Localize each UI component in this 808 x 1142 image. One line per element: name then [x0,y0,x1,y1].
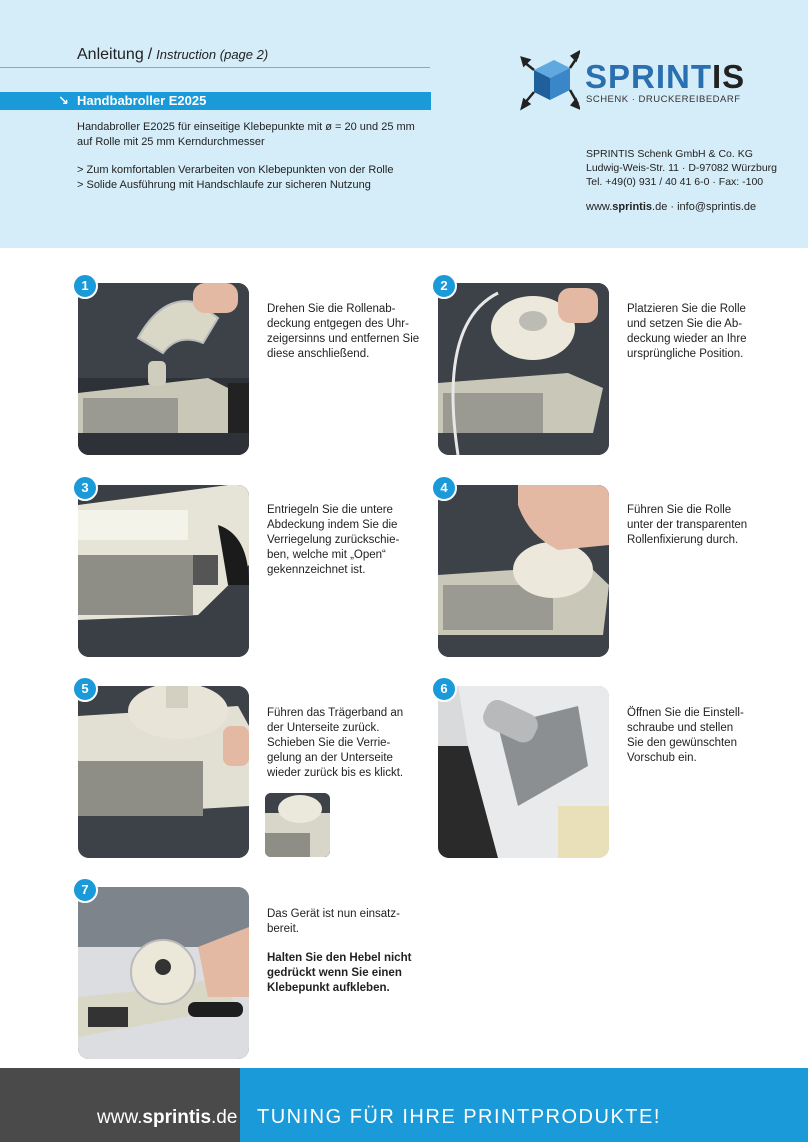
feature-bullet: > Zum komfortablen Verarbeiten von Klebepunkten von der Rolle [77,164,394,176]
company-web-email[interactable]: www.sprintis.de · info@sprintis.de [586,201,757,213]
footer-website-link[interactable]: www.sprintis.de [97,1107,238,1128]
product-description [77,120,427,193]
step-6-instruction: Öffnen Sie die Einstell- schraube und stellen Sie den gewünschten Vorschub ein. [627,707,744,764]
description-line: Handabroller E2025 für einseitige Klebepunkte mit ø = 20 und 25 mm [77,121,415,133]
arrow-down-right-icon: ↘ [58,93,69,108]
company-address [586,147,777,189]
company-street: Ludwig-Weis-Str. 11 · D-97082 Würzburg [586,162,778,174]
feature-bullet: > Solide Ausführung mit Handschlaufe zur sicheren Nutzung [77,179,371,191]
step-5-photo [78,686,249,858]
step-3-photo [78,485,249,657]
step-4-instruction: Führen Sie die Rolle unter der transparenten Rollenfixierung durch. [627,504,748,546]
product-name: Handbabroller E2025 [77,93,207,108]
step-2-photo [438,283,609,455]
document-title [77,46,268,64]
step-number-badge: 2 [431,273,457,299]
step-1-photo [78,283,249,455]
step-number-badge: 6 [431,676,457,702]
step-6-photo [438,686,609,858]
title-separator: / [147,46,153,63]
step-7-warning: Halten Sie den Hebel nicht gedrückt wenn Sie einen Klebepunkt aufkleben. [267,952,412,994]
step-7-photo [78,887,249,1059]
footer [0,1068,808,1142]
company-name: SPRINTIS Schenk GmbH & Co. KG [586,148,753,160]
sprintis-logo [520,48,770,118]
step-3-instruction: Entriegeln Sie die untere Abdeckung indem Sie die Verriegelung zurückschie- ben, welche mit „Open“ gekennzeichnet ist. [267,504,400,576]
step-number-badge: 1 [72,273,98,299]
step-number-badge: 7 [72,877,98,903]
product-title-bar [0,92,431,110]
step-number-badge: 5 [72,676,98,702]
doc-title-text: Anleitung [77,46,144,63]
footer-left-panel [0,1068,240,1142]
description-line: auf Rolle mit 25 mm Kerndurchmesser [77,136,265,148]
footer-right-panel [240,1068,808,1142]
step-number-badge: 4 [431,475,457,501]
doc-subtitle: Instruction (page 2) [156,47,269,62]
header-band [0,0,808,248]
step-5-instruction: Führen das Trägerband an der Unterseite zurück. Schieben Sie die Verrie- gelung an der Unterseite wieder zurück bis es klickt. [267,707,404,779]
cube-logo-icon [520,48,580,118]
logo-tagline: SCHENK · DRUCKEREIBEDARF [586,94,741,105]
step-number-badge: 3 [72,475,98,501]
step-1-instruction: Drehen Sie die Rollenab- deckung entgegen des Uhr- zeigersinns und entfernen Sie diese anschließend. [267,303,420,360]
title-divider [0,67,430,68]
step-7-instruction: Das Gerät ist nun einsatz- bereit. Halten Sie den Hebel nicht gedrückt wenn Sie einen Klebepunkt aufkleben. [267,908,412,994]
step-5-detail-photo [265,793,330,857]
company-phone: Tel. +49(0) 931 / 40 41 6-0 · Fax: -100 [586,176,764,188]
step-2-instruction: Platzieren Sie die Rolle und setzen Sie die Ab- deckung wieder an Ihre ursprüngliche Position. [627,303,747,360]
step-4-photo [438,485,609,657]
logo-wordmark: SPRINTIS [585,58,746,95]
footer-slogan: TUNING FÜR IHRE PRINTPRODUKTE! [257,1106,661,1128]
